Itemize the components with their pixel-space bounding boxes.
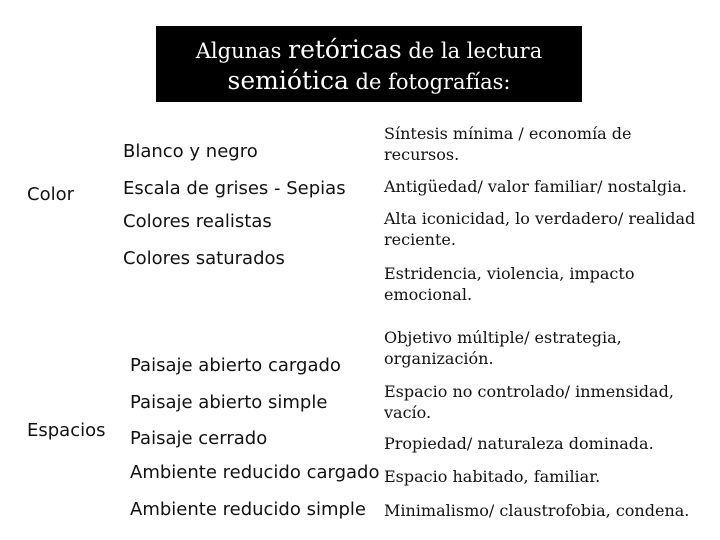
meaning-blanco-y-negro: Síntesis mínima / economía de recursos. [384,124,632,164]
category-color: Color [27,184,74,205]
title-line-2 [156,66,582,97]
meaning-ambiente-reducido-cargado: Espacio habitado, familiar. [384,467,601,486]
title-banner [156,26,582,102]
meaning-paisaje-abierto-cargado: Objetivo múltiple/ estrategia, organización. [384,328,622,368]
label-escala-de-grises: Escala de grises - Sepias [123,178,346,199]
title-text: Algunas [195,39,289,63]
meaning-ambiente-reducido-simple: Minimalismo/ claustrofobia, condena. [384,501,690,520]
title-text: de fotografías: [348,70,511,94]
label-colores-realistas: Colores realistas [123,211,272,232]
label-colores-saturados: Colores saturados [123,248,285,269]
meaning-paisaje-cerrado: Propiedad/ naturaleza dominada. [384,434,654,453]
category-espacios: Espacios [27,420,106,441]
label-ambiente-reducido-cargado: Ambiente reducido cargado [130,462,380,483]
label-paisaje-abierto-simple: Paisaje abierto simple [130,392,328,413]
title-text: de la lectura [401,39,543,63]
title-line-1 [156,35,582,66]
label-paisaje-abierto-cargado: Paisaje abierto cargado [130,355,341,376]
label-blanco-y-negro: Blanco y negro [123,141,258,162]
meaning-colores-saturados: Estridencia, violencia, impacto emocional. [384,264,635,304]
label-paisaje-cerrado: Paisaje cerrado [130,428,268,449]
title-emphasis: retóricas [288,35,402,64]
label-ambiente-reducido-simple: Ambiente reducido simple [130,499,366,520]
meaning-escala-de-grises: Antigüedad/ valor familiar/ nostalgia. [384,177,687,196]
title-emphasis: semiótica [227,66,349,95]
meaning-paisaje-abierto-simple: Espacio no controlado/ inmensidad, vacío. [384,382,674,422]
meaning-colores-realistas: Alta iconicidad, lo verdadero/ realidad reciente. [384,209,696,249]
